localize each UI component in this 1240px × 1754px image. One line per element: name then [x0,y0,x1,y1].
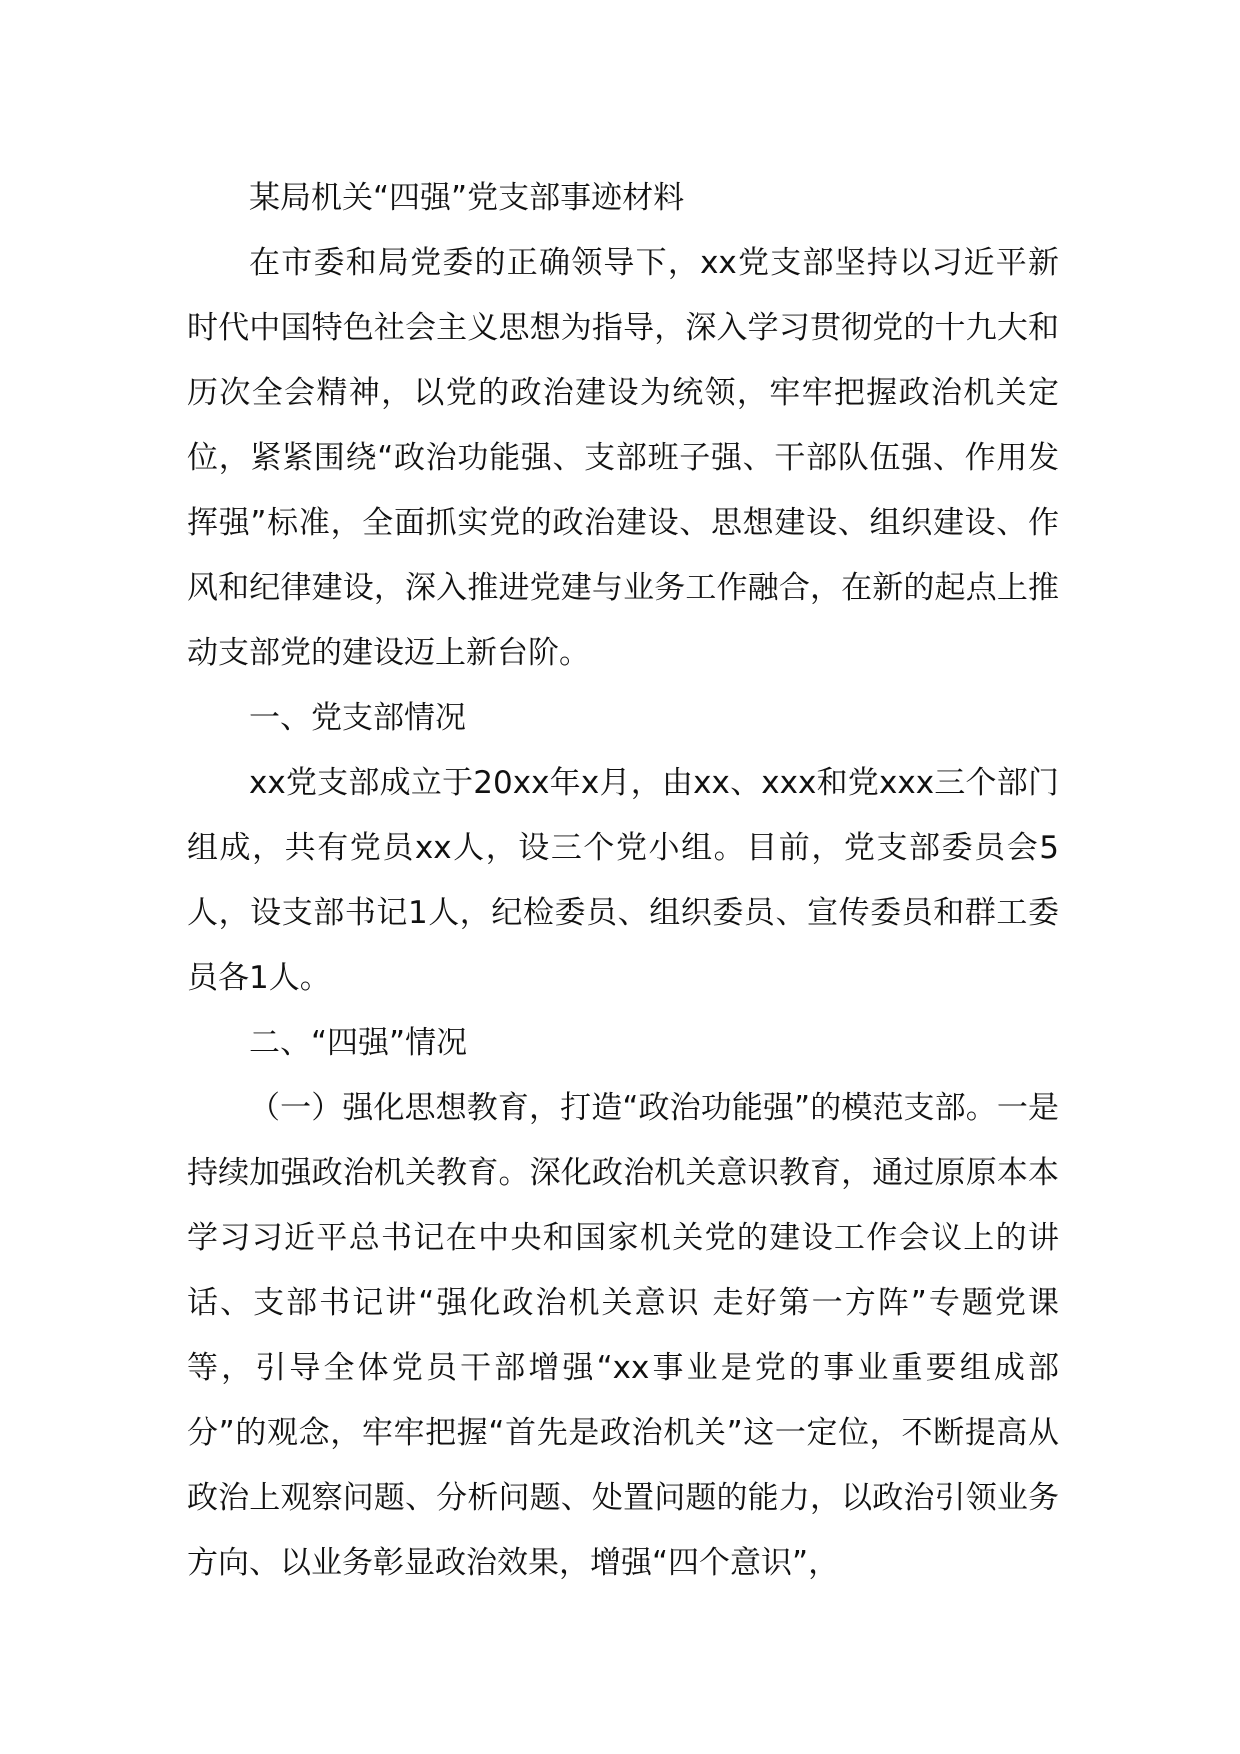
document-title: 某局机关“四强”党支部事迹材料 [249,180,685,216]
document-body [187,166,1059,1596]
section-heading-2: 二、“四强”情况 [249,1025,468,1061]
paragraph-intro: 在市委和局党委的正确领导下，xx党支部坚持以习近平新时代中国特色社会主义思想为指导，深入学习贯彻党的十九大和历次全会精神，以党的政治建设为统领，牢牢把握政治机关定位，紧紧围绕“政治功能强、支部班子强、干部队伍强、作用发挥强”标准，全面抓实党的政治建设、思想建设、组织建设、作风和纪律建设，深入推进党建与业务工作融合，在新的起点上推动支部党的建设迈上新台阶。 [187,245,1059,671]
paragraph-branch-info: xx党支部成立于20xx年x月，由xx、xxx和党xxx三个部门组成，共有党员xx人，设三个党小组。目前，党支部委员会5人，设支部书记1人，纪检委员、组织委员、宣传委员和群工委员各1人。 [187,765,1059,996]
section-heading-1: 一、党支部情况 [249,700,466,736]
paragraph-political-function: （一）强化思想教育，打造“政治功能强”的模范支部。一是持续加强政治机关教育。深化政治机关意识教育，通过原原本本学习习近平总书记在中央和国家机关党的建设工作会议上的讲话、支部书记讲“强化政治机关意识 走好第一方阵”专题党课等，引导全体党员干部增强“xx事业是党的事业重要组成部分”的观念，牢牢把握“首先是政治机关”这一定位，不断提高从政治上观察问题、分析问题、处置问题的能力，以政治引领业务方向、以业务彰显政治效果，增强“四个意识”， [187,1090,1059,1581]
